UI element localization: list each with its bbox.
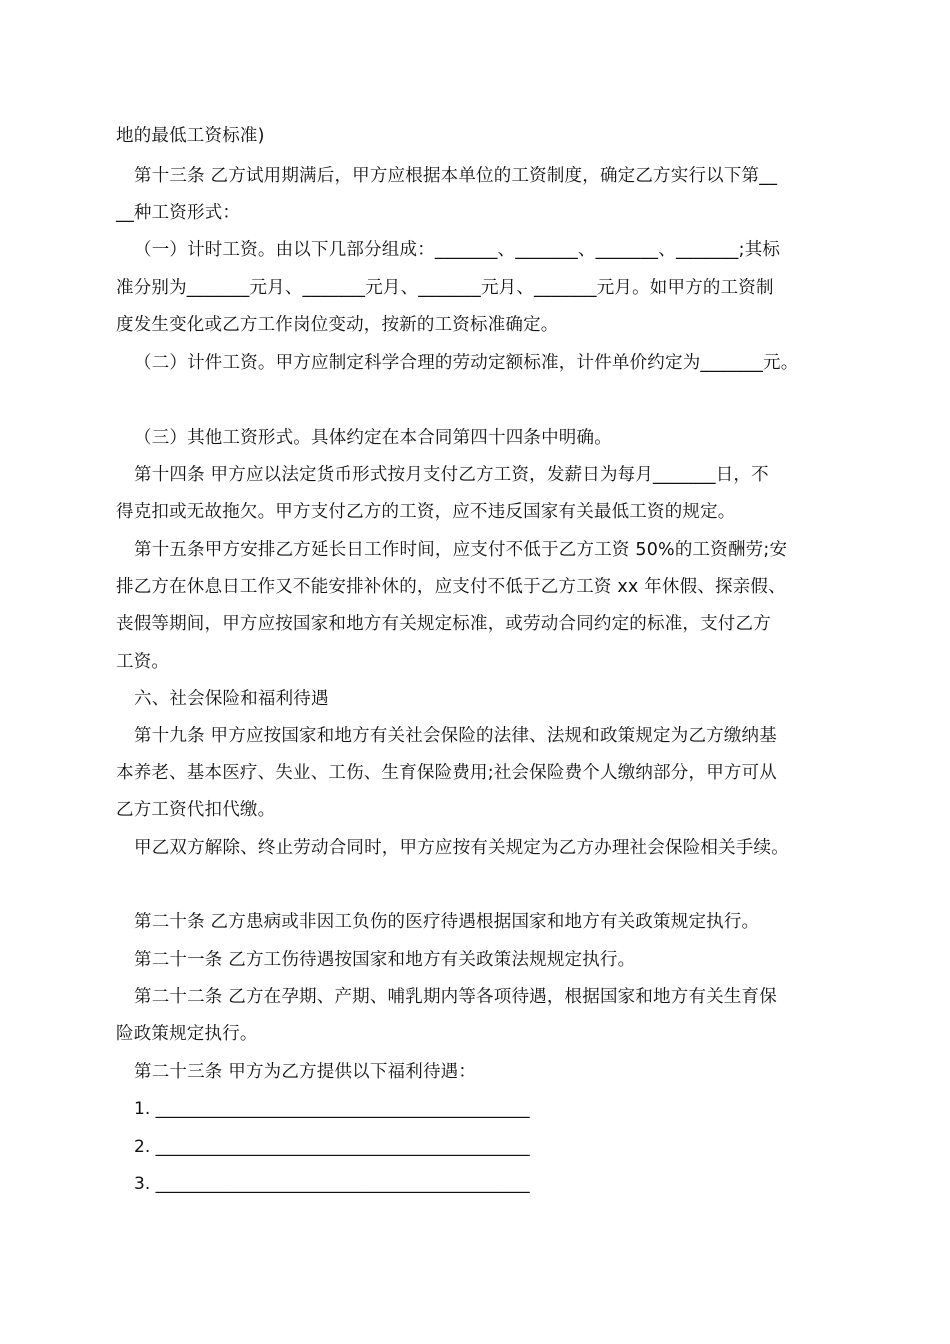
paragraph-line: 第二十三条 甲方为乙方提供以下福利待遇： — [134, 1062, 477, 1082]
paragraph-line: 第十三条 乙方试用期满后，甲方应根据本单位的工资制度，确定乙方实行以下第__ — [134, 166, 778, 186]
paragraph-line: 第二十二条 乙方在孕期、产期、哺乳期内等各项待遇，根据国家和地方有关生育保 — [134, 987, 777, 1007]
paragraph-line: 得克扣或无故拖欠。甲方支付乙方的工资，应不违反国家有关最低工资的规定。 — [116, 502, 736, 522]
paragraph-line: 丧假等期间，甲方应按国家和地方有关规定标准，或劳动合同约定的标准，支付乙方 — [116, 614, 771, 634]
paragraph-line: （一）计时工资。由以下几部分组成：_______、_______、_______、_______;其标 — [134, 240, 781, 260]
paragraph-line: 乙方工资代扣代缴。 — [116, 800, 276, 820]
paragraph-line: 准分别为_______元月、_______元月、_______元月、_______元月。如甲方的工资制 — [116, 278, 774, 298]
paragraph-line: 排乙方在休息日工作又不能安排补休的，应支付不低于乙方工资 xx 年休假、探亲假、 — [116, 577, 786, 597]
paragraph-line: 第十九条 甲方应按国家和地方有关社会保险的法律、法规和政策规定为乙方缴纳基 — [134, 726, 777, 746]
paragraph-line: 第十四条 甲方应以法定货币形式按月支付乙方工资，发薪日为每月_______日，不 — [134, 465, 769, 485]
paragraph-line: 工资。 — [116, 652, 170, 672]
paragraph-line: 第二十条 乙方患病或非因工负伤的医疗待遇根据国家和地方有关政策规定执行。 — [134, 912, 760, 932]
paragraph-line: （三）其他工资形式。具体约定在本合同第四十四条中明确。 — [134, 428, 612, 448]
paragraph-line: 本养老、基本医疗、失业、工伤、生育保险费用;社会保险费个人缴纳部分，甲方可从 — [116, 763, 777, 783]
paragraph-line: 第十五条甲方安排乙方延长日工作时间，应支付不低于乙方工资 50%的工资酬劳;安 — [134, 540, 788, 560]
paragraph-line: 度发生变化或乙方工作岗位变动，按新的工资标准确定。 — [116, 315, 559, 335]
paragraph-line: 险政策规定执行。 — [116, 1024, 258, 1044]
paragraph-line: 第二十一条 乙方工伤待遇按国家和地方有关政策法规规定执行。 — [134, 950, 636, 970]
paragraph-line: __种工资形式： — [116, 203, 241, 223]
paragraph-line: 甲乙双方解除、终止劳动合同时，甲方应按有关规定为乙方办理社会保险相关手续。 — [134, 838, 789, 858]
paragraph-line: （二）计件工资。甲方应制定科学合理的劳动定额标准，计件单价约定为_______元。 — [134, 353, 799, 373]
paragraph-line: 地的最低工资标准) — [116, 126, 265, 146]
list-item: 1. ____________________________________________ — [134, 1099, 530, 1119]
list-item: 2. ____________________________________________ — [134, 1137, 530, 1157]
list-item: 3. ____________________________________________ — [134, 1174, 530, 1194]
section-heading: 六、社会保险和福利待遇 — [134, 689, 329, 709]
